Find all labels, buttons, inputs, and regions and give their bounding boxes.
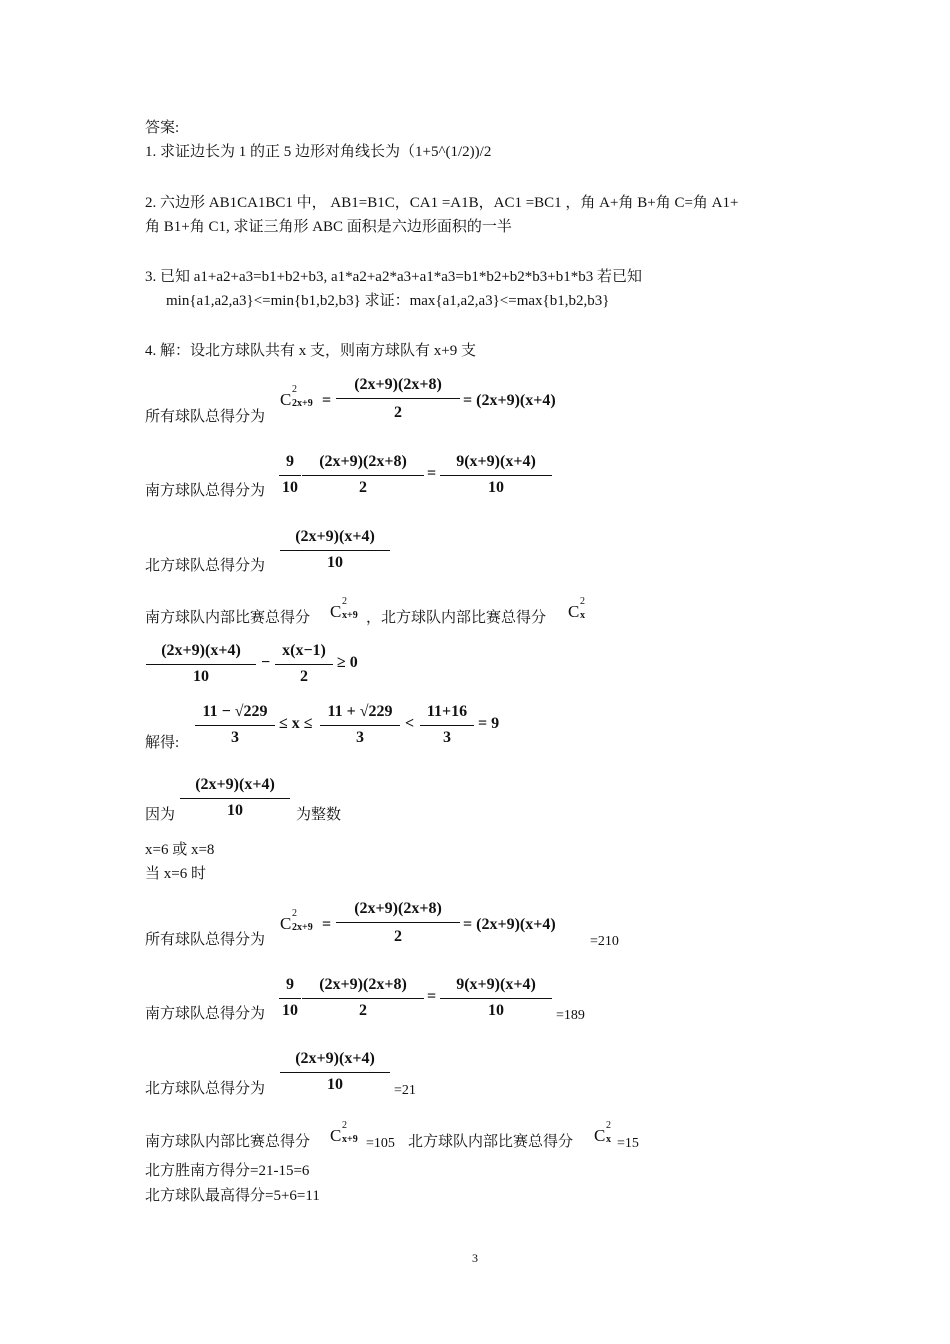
fraction-north-ineq	[146, 642, 256, 686]
fraction-denominator: 2	[359, 1002, 367, 1019]
answer-title: 答案:	[145, 120, 180, 136]
fraction-denominator: 10	[282, 1002, 298, 1019]
fraction-numerator: 11 − √229	[202, 703, 268, 720]
fraction-south-2	[440, 453, 552, 497]
fraction-bar	[275, 664, 333, 665]
value-15: =15	[617, 1136, 639, 1151]
fraction-lower-bound	[195, 703, 275, 747]
fraction-north	[280, 528, 390, 572]
fraction-bar	[440, 998, 552, 999]
question-3-line-1: 3. 已知 a1+a2+a3=b1+b2+b3, a1*a2+a2*a3+a1*a3=b1*b2+b2*b3+b1*b3 若已知	[145, 269, 643, 285]
fraction-numerator: 9	[286, 453, 294, 470]
fraction-bar	[336, 922, 460, 923]
question-2-line-1: 2. 六边形 AB1CA1BC1 中， AB1=B1C，CA1 =A1B，AC1 =BC1 ，角 A+角 B+角 C=角 A1+	[145, 195, 739, 211]
north-internal-label: 北方球队内部比赛总得分	[408, 1134, 574, 1150]
fraction-north-2	[280, 1050, 390, 1094]
fraction-denominator: 3	[356, 729, 364, 746]
fraction-bar	[279, 998, 301, 999]
fraction-total	[336, 376, 460, 422]
fraction-bar	[146, 664, 256, 665]
fraction-bound-9	[420, 703, 474, 747]
x-range: ≤ x ≤	[279, 715, 313, 732]
fraction-integer	[180, 776, 290, 820]
fraction-upper-bound	[320, 703, 400, 747]
value-189: =189	[556, 1008, 585, 1023]
fraction-numerator: (2x+9)(2x+8)	[354, 376, 442, 393]
fraction-bar	[420, 725, 474, 726]
all-score-label: 所有球队总得分为	[145, 409, 266, 425]
fraction-south-1	[302, 453, 424, 497]
value-105: =105	[366, 1136, 395, 1151]
fraction-denominator: 2	[394, 404, 402, 421]
solve-label: 解得:	[145, 735, 180, 751]
equals-sign: =	[427, 465, 437, 482]
fraction-bar	[336, 398, 460, 399]
question-3-line-2: min{a1,a2,a3}<=min{b1,b2,b3} 求证：max{a1,a2,a3}<=max{b1,b2,b3}	[166, 293, 610, 309]
fraction-bar	[302, 998, 424, 999]
result-expression: = (2x+9)(x+4)	[463, 392, 556, 409]
north-score-label: 北方球队总得分为	[145, 558, 266, 574]
fraction-bar	[302, 475, 424, 476]
fraction-bar	[440, 475, 552, 476]
equals-sign: =	[427, 988, 437, 1005]
fraction-numerator: 9(x+9)(x+4)	[456, 976, 536, 993]
fraction-numerator: 9(x+9)(x+4)	[456, 453, 536, 470]
less-than: <	[405, 715, 415, 732]
fraction-numerator: 9	[286, 976, 294, 993]
fraction-denominator: 2	[300, 668, 308, 685]
fraction-denominator: 10	[193, 668, 209, 685]
fraction-total-2	[336, 900, 460, 946]
south-score-label: 南方球队总得分为	[145, 1006, 266, 1022]
fraction-south-4	[440, 976, 552, 1020]
equals-sign: =	[322, 916, 332, 933]
south-internal-label: 南方球队内部比赛总得分	[145, 610, 311, 626]
fraction-denominator: 3	[231, 729, 239, 746]
fraction-numerator: 11+16	[426, 703, 468, 720]
minus-sign: −	[261, 654, 271, 671]
equals-nine: = 9	[478, 715, 500, 732]
equals-sign: =	[322, 392, 332, 409]
fraction-bar	[320, 725, 400, 726]
fraction-nine-tenths	[279, 453, 301, 497]
because-label: 因为	[145, 807, 176, 823]
combination-symbol: C 2 x	[568, 596, 585, 621]
north-score-label: 北方球队总得分为	[145, 1081, 266, 1097]
combination-symbol: C 2 x	[594, 1120, 611, 1145]
north-beat-south: 北方胜南方得分=21-15=6	[145, 1163, 310, 1179]
question-1: 1. 求证边长为 1 的正 5 边形对角线长为（1+5^(1/2))/2	[145, 144, 492, 160]
all-score-label: 所有球队总得分为	[145, 932, 266, 948]
fraction-denominator: 10	[282, 479, 298, 496]
fraction-numerator: (2x+9)(2x+8)	[354, 900, 442, 917]
fraction-numerator: (2x+9)(x+4)	[295, 1050, 375, 1067]
fraction-numerator: 11 + √229	[327, 703, 393, 720]
fraction-bar	[195, 725, 275, 726]
north-internal-label: ，北方球队内部比赛总得分	[366, 610, 547, 626]
result-expression: = (2x+9)(x+4)	[463, 916, 556, 933]
when-x6: 当 x=6 时	[145, 866, 206, 882]
fraction-denominator: 2	[359, 479, 367, 496]
fraction-bar	[280, 550, 390, 551]
integer-label: 为整数	[296, 807, 342, 823]
combination-symbol: C 2 2x+9	[280, 384, 313, 409]
fraction-bar	[279, 475, 301, 476]
fraction-bar	[280, 1072, 390, 1073]
fraction-xx1	[275, 642, 333, 686]
ge-zero: ≥ 0	[337, 654, 358, 671]
south-internal-label: 南方球队内部比赛总得分	[145, 1134, 311, 1150]
fraction-numerator: (2x+9)(x+4)	[161, 642, 241, 659]
fraction-denominator: 10	[488, 1002, 504, 1019]
value-210: =210	[590, 934, 619, 949]
value-21: =21	[394, 1083, 416, 1098]
question-2-line-2: 角 B1+角 C1, 求证三角形 ABC 面积是六边形面积的一半	[145, 219, 512, 235]
fraction-denominator: 10	[327, 554, 343, 571]
fraction-denominator: 3	[443, 729, 451, 746]
fraction-numerator: (2x+9)(2x+8)	[319, 453, 407, 470]
combination-symbol: C 2 x+9	[330, 1120, 358, 1145]
fraction-numerator: x(x−1)	[282, 642, 326, 659]
fraction-denominator: 10	[488, 479, 504, 496]
fraction-numerator: (2x+9)(x+4)	[195, 776, 275, 793]
fraction-bar	[180, 798, 290, 799]
combination-symbol: C 2 2x+9	[280, 908, 313, 933]
fraction-nine-tenths	[279, 976, 301, 1020]
question-4-intro: 4. 解：设北方球队共有 x 支，则南方球队有 x+9 支	[145, 343, 476, 359]
x-values: x=6 或 x=8	[145, 842, 215, 858]
fraction-south-3	[302, 976, 424, 1020]
combination-symbol: C 2 x+9	[330, 596, 358, 621]
south-score-label: 南方球队总得分为	[145, 483, 266, 499]
page-number: 3	[472, 1251, 478, 1265]
fraction-denominator: 10	[327, 1076, 343, 1093]
north-max-score: 北方球队最高得分=5+6=11	[145, 1188, 320, 1204]
fraction-denominator: 10	[227, 802, 243, 819]
fraction-numerator: (2x+9)(2x+8)	[319, 976, 407, 993]
fraction-numerator: (2x+9)(x+4)	[295, 528, 375, 545]
fraction-denominator: 2	[394, 928, 402, 945]
